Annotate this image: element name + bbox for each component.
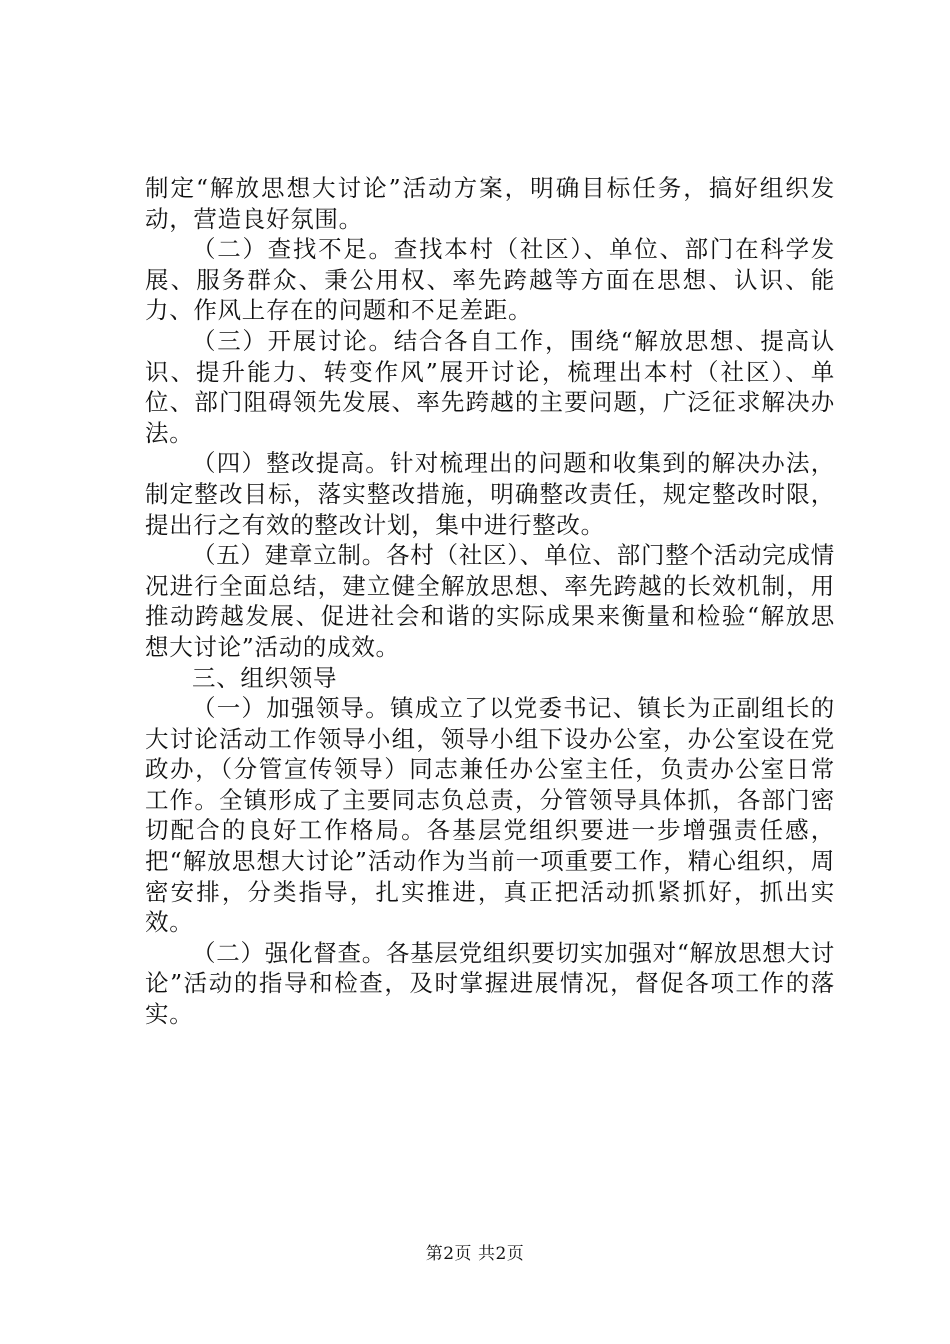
paragraph-supervision: （二）强化督查。各基层党组织要切实加强对“解放思想大讨论”活动的指导和检查，及时掌握进展情况，督促各项工作的落实。 — [145, 938, 835, 1029]
section-heading-organization: 三、组织领导 — [192, 663, 338, 692]
paragraph-leadership: （一）加强领导。镇成立了以党委书记、镇长为正副组长的大讨论活动工作领导小组，领导小组下设办公室，办公室设在党政办，（分管宣传领导）同志兼任办公室主任，负责办公室日常工作。全镇形成了主要同志负总责，分管领导具体抓，各部门密切配合的良好工作格局。各基层党组织要进一步增强责任感，把“解放思想大讨论”活动作为当前一项重要工作，精心组织，周密安排，分类指导，扎实推进，真正把活动抓紧抓好，抓出实效。 — [145, 694, 835, 937]
paragraph-rectification: （四）整改提高。针对梳理出的问题和收集到的解决办法，制定整改目标，落实整改措施，明确整改责任，规定整改时限，提出行之有效的整改计划，集中进行整改。 — [145, 449, 835, 539]
paragraph-discussion: （三）开展讨论。结合各自工作，围绕“解放思想、提高认识、提升能力、转变作风”展开讨论，梳理出本村（社区）、单位、部门阻碍领先发展、率先跨越的主要问题，广泛征求解决办法。 — [145, 326, 835, 447]
paragraph-find-shortcomings: （二）查找不足。查找本村（社区）、单位、部门在科学发展、服务群众、秉公用权、率先跨越等方面在思想、认识、能力、作风上存在的问题和不足差距。 — [145, 235, 835, 325]
document-body — [145, 173, 835, 1030]
paragraph-rules: （五）建章立制。各村（社区）、单位、部门整个活动完成情况进行全面总结，建立健全解放思想、率先跨越的长效机制，用推动跨越发展、促进社会和谐的实际成果来衡量和检验“解放思想大讨论”活动的成效。 — [145, 541, 835, 661]
page-number-footer: 第2页 共2页 — [425, 1244, 525, 1264]
paragraph-continuation: 制定“解放思想大讨论”活动方案，明确目标任务，搞好组织发动，营造良好氛围。 — [145, 174, 835, 233]
